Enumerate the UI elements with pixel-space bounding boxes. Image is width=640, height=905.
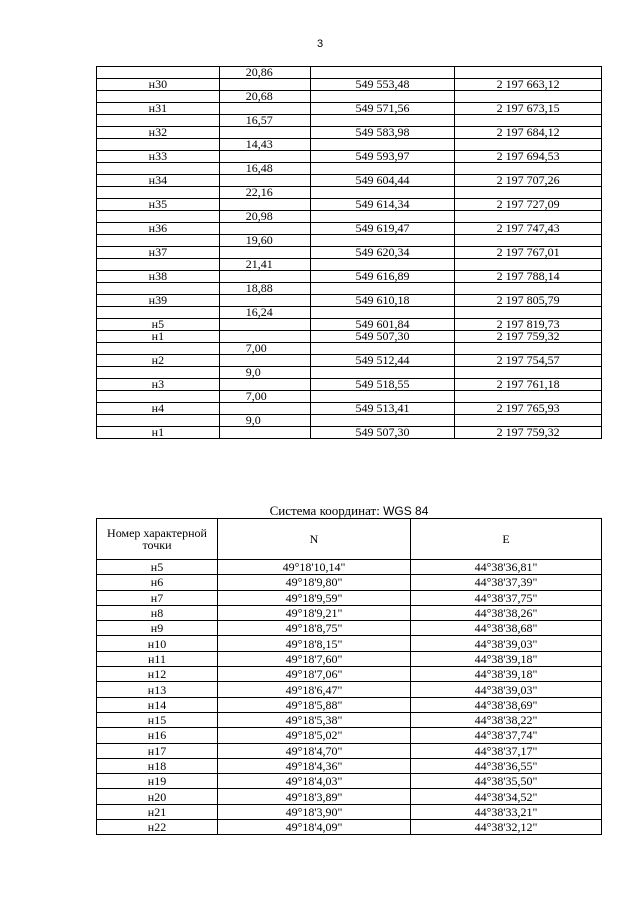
n-cell: 49°18'8,15" xyxy=(218,636,411,651)
coordinates-table-body xyxy=(97,67,602,439)
point-cell: н36 xyxy=(97,223,220,235)
x-cell: 549 610,18 xyxy=(310,295,455,307)
e-cell: 44°38'33,21" xyxy=(411,804,602,819)
distance-cell: 7,00 xyxy=(219,391,310,403)
table-row xyxy=(97,199,602,211)
table-row xyxy=(97,712,602,727)
distance-cell: 9,0 xyxy=(219,415,310,427)
point-cell: н20 xyxy=(97,789,218,804)
x-cell: 549 518,55 xyxy=(310,379,455,391)
n-cell: 49°18'7,06" xyxy=(218,667,411,682)
wgs-table-header-row xyxy=(97,519,602,560)
y-cell: 2 197 759,32 xyxy=(455,427,602,439)
distance-cell: 16,48 xyxy=(219,163,310,175)
table-row xyxy=(97,247,602,259)
table-row xyxy=(97,621,602,636)
point-cell: н37 xyxy=(97,247,220,259)
y-cell: 2 197 673,15 xyxy=(455,103,602,115)
distance-cell xyxy=(219,319,310,331)
y-cell: 2 197 663,12 xyxy=(455,79,602,91)
table-row xyxy=(97,682,602,697)
e-cell: 44°38'37,17" xyxy=(411,743,602,758)
distance-cell: 20,86 xyxy=(219,67,310,79)
table-row xyxy=(97,355,602,367)
x-cell: 549 583,98 xyxy=(310,127,455,139)
y-cell: 2 197 684,12 xyxy=(455,127,602,139)
point-cell: н14 xyxy=(97,697,218,712)
e-cell: 44°38'39,03" xyxy=(411,636,602,651)
e-cell: 44°38'32,12" xyxy=(411,820,602,835)
x-cell: 549 571,56 xyxy=(310,103,455,115)
table-row xyxy=(97,743,602,758)
distance-cell: 16,57 xyxy=(219,115,310,127)
y-cell: 2 197 788,14 xyxy=(455,271,602,283)
y-cell: 2 197 767,01 xyxy=(455,247,602,259)
distance-cell: 20,68 xyxy=(219,91,310,103)
table-row xyxy=(97,789,602,804)
point-cell: н17 xyxy=(97,743,218,758)
distance-cell: 7,00 xyxy=(219,343,310,355)
x-cell: 549 616,89 xyxy=(310,271,455,283)
distance-cell: 20,98 xyxy=(219,211,310,223)
e-cell: 44°38'38,22" xyxy=(411,712,602,727)
n-cell: 49°18'5,88" xyxy=(218,697,411,712)
table-row xyxy=(97,605,602,620)
coordinates-table xyxy=(96,66,602,439)
distance-cell: 19,60 xyxy=(219,235,310,247)
point-cell: н4 xyxy=(97,403,220,415)
distance-cell xyxy=(219,403,310,415)
n-cell: 49°18'4,70" xyxy=(218,743,411,758)
x-cell: 549 507,30 xyxy=(310,427,455,439)
e-cell: 44°38'38,26" xyxy=(411,605,602,620)
distance-cell: 18,88 xyxy=(219,283,310,295)
table-row xyxy=(97,271,602,283)
y-cell: 2 197 759,32 xyxy=(455,331,602,343)
header-point-number: Номер характерной точки xyxy=(97,519,218,560)
coordinate-system-caption xyxy=(96,503,602,519)
y-cell: 2 197 694,53 xyxy=(455,151,602,163)
distance-cell: 14,43 xyxy=(219,139,310,151)
x-cell: 549 614,34 xyxy=(310,199,455,211)
table-row xyxy=(97,151,602,163)
e-cell: 44°38'39,03" xyxy=(411,682,602,697)
point-cell: н31 xyxy=(97,103,220,115)
n-cell: 49°18'9,21" xyxy=(218,605,411,620)
table-row xyxy=(97,127,602,139)
y-cell: 2 197 754,57 xyxy=(455,355,602,367)
e-cell: 44°38'37,74" xyxy=(411,728,602,743)
distance-cell: 21,41 xyxy=(219,259,310,271)
point-cell: н10 xyxy=(97,636,218,651)
point-cell: н11 xyxy=(97,651,218,666)
page-number: 3 xyxy=(316,38,324,50)
table-row xyxy=(97,403,602,415)
point-cell: н6 xyxy=(97,575,218,590)
table-row xyxy=(97,427,602,439)
point-cell: н1 xyxy=(97,427,220,439)
y-cell: 2 197 805,79 xyxy=(455,295,602,307)
point-cell: н19 xyxy=(97,774,218,789)
point-cell: н35 xyxy=(97,199,220,211)
x-cell: 549 604,44 xyxy=(310,175,455,187)
point-cell: н12 xyxy=(97,667,218,682)
header-e: E xyxy=(411,519,602,560)
e-cell: 44°38'34,52" xyxy=(411,789,602,804)
point-cell: н38 xyxy=(97,271,220,283)
point-cell: н7 xyxy=(97,590,218,605)
x-cell: 549 620,34 xyxy=(310,247,455,259)
e-cell: 44°38'35,50" xyxy=(411,774,602,789)
x-cell: 549 553,48 xyxy=(310,79,455,91)
y-cell: 2 197 819,73 xyxy=(455,319,602,331)
n-cell: 49°18'7,60" xyxy=(218,651,411,666)
table-row xyxy=(97,804,602,819)
wgs-table-body xyxy=(97,560,602,835)
table-row xyxy=(97,379,602,391)
table-row xyxy=(97,560,602,575)
point-cell: н32 xyxy=(97,127,220,139)
n-cell: 49°18'8,75" xyxy=(218,621,411,636)
table-row xyxy=(97,79,602,91)
x-cell: 549 512,44 xyxy=(310,355,455,367)
point-cell: н8 xyxy=(97,605,218,620)
point-cell: н39 xyxy=(97,295,220,307)
distance-cell xyxy=(219,427,310,439)
table-row xyxy=(97,774,602,789)
table-row xyxy=(97,820,602,835)
table-row xyxy=(97,667,602,682)
y-cell: 2 197 765,93 xyxy=(455,403,602,415)
table-row xyxy=(97,103,602,115)
table-row xyxy=(97,590,602,605)
n-cell: 49°18'9,59" xyxy=(218,590,411,605)
e-cell: 44°38'37,39" xyxy=(411,575,602,590)
point-cell: н5 xyxy=(97,560,218,575)
e-cell: 44°38'37,75" xyxy=(411,590,602,605)
x-cell: 549 619,47 xyxy=(310,223,455,235)
distance-cell: 9,0 xyxy=(219,367,310,379)
e-cell: 44°38'36,81" xyxy=(411,560,602,575)
point-cell: н3 xyxy=(97,379,220,391)
table-row xyxy=(97,636,602,651)
table-row xyxy=(97,331,602,343)
table-row xyxy=(97,697,602,712)
point-cell: н34 xyxy=(97,175,220,187)
table-row xyxy=(97,758,602,773)
point-cell: н30 xyxy=(97,79,220,91)
e-cell: 44°38'38,68" xyxy=(411,621,602,636)
coordinate-system-label: Система координат: xyxy=(269,503,380,518)
x-cell: 549 507,30 xyxy=(310,331,455,343)
point-cell: н1 xyxy=(97,331,220,343)
distance-cell: 22,16 xyxy=(219,187,310,199)
point-cell: н21 xyxy=(97,804,218,819)
point-cell: н15 xyxy=(97,712,218,727)
e-cell: 44°38'36,55" xyxy=(411,758,602,773)
point-cell: н18 xyxy=(97,758,218,773)
n-cell: 49°18'9,80" xyxy=(218,575,411,590)
table-row xyxy=(97,575,602,590)
n-cell: 49°18'4,36" xyxy=(218,758,411,773)
point-cell: н16 xyxy=(97,728,218,743)
n-cell: 49°18'4,09" xyxy=(218,820,411,835)
table-row xyxy=(97,295,602,307)
y-cell: 2 197 707,26 xyxy=(455,175,602,187)
x-cell: 549 513,41 xyxy=(310,403,455,415)
y-cell: 2 197 761,18 xyxy=(455,379,602,391)
point-cell: н5 xyxy=(97,319,220,331)
n-cell: 49°18'3,90" xyxy=(218,804,411,819)
point-cell: н22 xyxy=(97,820,218,835)
n-cell: 49°18'3,89" xyxy=(218,789,411,804)
point-cell: н9 xyxy=(97,621,218,636)
table-row xyxy=(97,728,602,743)
table-row xyxy=(97,651,602,666)
n-cell: 49°18'6,47" xyxy=(218,682,411,697)
point-cell: н33 xyxy=(97,151,220,163)
y-cell: 2 197 747,43 xyxy=(455,223,602,235)
point-cell: н2 xyxy=(97,355,220,367)
x-cell: 549 593,97 xyxy=(310,151,455,163)
wgs-coordinates-table xyxy=(96,518,602,835)
n-cell: 49°18'4,03" xyxy=(218,774,411,789)
n-cell: 49°18'5,02" xyxy=(218,728,411,743)
y-cell: 2 197 727,09 xyxy=(455,199,602,211)
table-row xyxy=(97,175,602,187)
table-row xyxy=(97,223,602,235)
e-cell: 44°38'39,18" xyxy=(411,667,602,682)
e-cell: 44°38'38,69" xyxy=(411,697,602,712)
distance-cell: 16,24 xyxy=(219,307,310,319)
distance-cell xyxy=(219,355,310,367)
coordinate-system-name: WGS 84 xyxy=(383,504,429,518)
n-cell: 49°18'5,38" xyxy=(218,712,411,727)
point-cell: н13 xyxy=(97,682,218,697)
e-cell: 44°38'39,18" xyxy=(411,651,602,666)
x-cell: 549 601,84 xyxy=(310,319,455,331)
header-n: N xyxy=(218,519,411,560)
n-cell: 49°18'10,14" xyxy=(218,560,411,575)
